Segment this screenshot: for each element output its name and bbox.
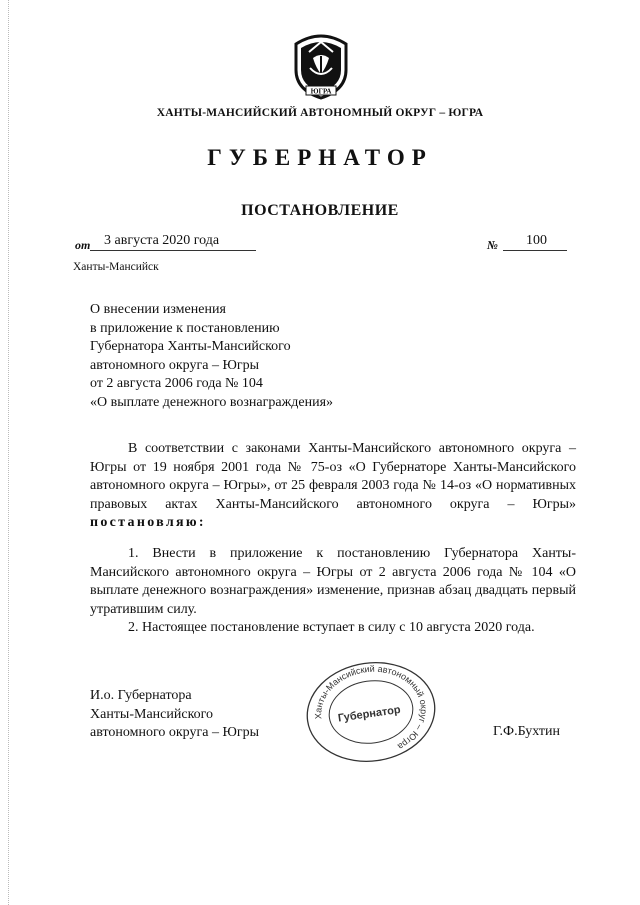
date-label: от — [75, 238, 91, 252]
item-1: 1. Внести в приложение к постановлению Губернатора Ханты-Мансийского автономного округа – Югры от 2 августа 2006 года № 104 «О выплате денежного вознаграждения» изменение, признав абзац двадцать первый утратившим силу. — [90, 545, 576, 617]
position-line: автономного округа – Югры — [90, 725, 259, 741]
issue-city: Ханты-Мансийск — [73, 261, 159, 273]
official-seal-stamp — [304, 661, 438, 763]
emblem-label: ЮГРА — [310, 87, 332, 96]
scan-edge — [8, 0, 10, 905]
preamble-paragraph — [90, 440, 576, 533]
position-line: Ханты-Мансийского — [90, 706, 214, 722]
document-body — [90, 440, 576, 638]
authority-title: ГУБЕРНАТОР — [207, 145, 433, 170]
date-underline — [90, 250, 256, 251]
document-date: 3 августа 2020 года — [104, 233, 220, 248]
subject-line: от 2 августа 2006 года № 104 — [90, 376, 263, 391]
region-name: ХАНТЫ-МАНСИЙСКИЙ АВТОНОМНЫЙ ОКРУГ – ЮГРА — [156, 107, 484, 119]
subject-line: автономного округа – Югры — [90, 357, 259, 373]
coat-of-arms-emblem — [286, 28, 356, 100]
signatory-position — [90, 687, 259, 743]
seal-ring-text: Ханты-Мансийский автономный округ – Югра — [313, 663, 429, 752]
subject-line: «О выплате денежного вознаграждения» — [90, 394, 334, 410]
document-type: ПОСТАНОВЛЕНИЕ — [241, 202, 399, 219]
item-2: 2. Настоящее постановление вступает в силу с 10 августа 2020 года. — [128, 620, 535, 636]
document-number: 100 — [526, 233, 547, 248]
subject-block — [90, 301, 333, 412]
subject-line: О внесении изменения — [90, 302, 226, 317]
subject-line: в приложение к постановлению — [90, 320, 280, 336]
position-line: И.о. Губернатора — [90, 688, 192, 703]
decree-word: постановляю: — [90, 515, 206, 531]
seal-center-text: Губернатор — [337, 703, 402, 725]
preamble-text: В соответствии с законами Ханты-Мансийского автономного округа – Югры от 19 ноября 2001 года № 75-оз «О Губернаторе Ханты-Мансийского автономного округа – Югры», от 25 февраля 2003 года № 14-оз «О нормативных правовых актах Ханты-Мансийского автономного округа – Югры» — [90, 441, 576, 512]
number-label: № — [487, 238, 498, 252]
subject-line: Губернатора Ханты-Мансийского — [90, 339, 291, 354]
number-underline — [503, 250, 567, 251]
signatory-name: Г.Ф.Бухтин — [493, 724, 561, 739]
